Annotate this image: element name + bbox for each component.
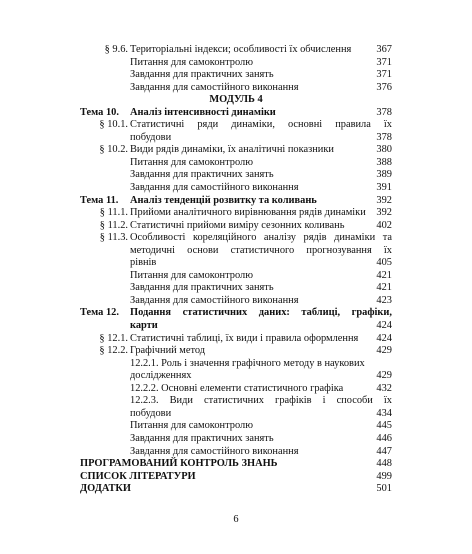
entry-title: Завдання для самостійного виконання [130,445,299,457]
entry-title: Графічний метод [130,345,206,357]
toc-entry [80,257,392,270]
page-ref: 421 [376,269,392,281]
entry-title: Завдання для практичних занять [130,169,274,181]
page-ref: 501 [376,483,392,495]
entry-title: методичні основи статистичного прогнозування їх [130,244,392,256]
toc-entry [80,471,392,484]
entry-title: Статистичні ряди динаміки, основні правила їх [130,119,392,131]
toc-entry [80,345,392,358]
toc-entry [80,458,392,471]
toc-entry [80,446,392,459]
section-number: § 11.3. [99,232,128,244]
entry-title: Територіальні індекси; особливості їх обчислення [130,44,352,55]
page-ref: 392 [376,207,392,219]
entry-title: 12.2.1. Роль і значення графічного методу в наукових [130,357,365,369]
toc-entry [80,320,392,333]
toc-entry [80,245,392,258]
entry-title: Завдання для практичних занять [130,432,274,444]
entry-title: побудови [130,131,172,143]
part-heading: ДОДАТКИ [80,483,131,495]
page-ref: 429 [376,370,392,382]
page-ref: 499 [376,470,392,482]
toc-entry [80,483,392,496]
page-ref: 446 [376,432,392,444]
entry-title: Завдання для практичних занять [130,69,274,81]
entry-title: Особливості кореляційного аналізу рядів динаміки та [130,232,392,244]
toc-entry [80,94,392,107]
toc-entry [80,207,392,220]
section-number: § 10.1. [99,119,128,131]
entry-title: Аналіз тенденцій розвитку та коливань [130,194,317,206]
module-heading: МОДУЛЬ 4 [209,94,263,106]
toc-entry [80,383,392,396]
toc-entry [80,220,392,233]
entry-title: Завдання для практичних занять [130,282,274,294]
toc-entry [80,282,392,295]
page-ref: 392 [376,194,392,206]
toc-entry [80,157,392,170]
page-ref: 391 [376,182,392,194]
toc-entry [80,270,392,283]
page-ref: 447 [376,445,392,457]
entry-title: 12.2.3. Види статистичних графіків і способи їх [130,395,392,407]
toc-entry [80,195,392,208]
toc-entry [80,144,392,157]
entry-title: Завдання для самостійного виконання [130,294,299,306]
entry-title: Питання для самоконтролю [130,269,253,281]
entry-title: Прийоми аналітичного вирівнювання рядів динаміки [130,207,366,219]
entry-title: карти [130,320,158,332]
page-ref: 421 [376,282,392,294]
topic-number: Тема 11. [80,194,119,206]
toc-entry [80,358,392,371]
entry-title: Статистичні таблиці, їх види і правила оформлення [130,332,359,344]
entry-title: Аналіз інтенсивності динаміки [130,106,276,118]
toc-entry [80,169,392,182]
page-ref: 388 [376,156,392,168]
page-ref: 402 [376,219,392,231]
page-ref: 378 [376,131,392,143]
toc-entry [80,420,392,433]
toc-entry [80,182,392,195]
entry-title: Питання для самоконтролю [130,156,253,168]
toc-entry [80,57,392,70]
section-number: § 11.2. [99,219,128,231]
section-number: § 12.2. [99,345,128,357]
toc-entry [80,433,392,446]
toc-entry [80,370,392,383]
section-number: § 9.6. [104,44,128,55]
entry-title: Завдання для самостійного виконання [130,81,299,93]
toc-entry [80,107,392,120]
section-number: § 12.1. [99,332,128,344]
page-ref: 405 [376,257,392,269]
toc-entry [80,44,392,57]
entry-title: Завдання для самостійного виконання [130,182,299,194]
entry-title: 12.2.2. Основні елементи статистичного графіка [130,382,344,394]
toc-entry [80,132,392,145]
entry-title: Питання для самоконтролю [130,420,253,432]
page-ref: 423 [376,294,392,306]
entry-title: рівнів [130,257,157,269]
page-ref: 378 [376,106,392,118]
toc-entry [80,307,392,320]
toc-entry [80,232,392,245]
page-ref: 389 [376,169,392,181]
section-number: § 10.2. [99,144,128,156]
part-heading: СПИСОК ЛІТЕРАТУРИ [80,470,196,482]
toc-entry [80,395,392,408]
topic-number: Тема 10. [80,106,119,118]
page-ref: 434 [376,407,392,419]
entry-title: Подання статистичних даних: таблиці, графіки, [130,307,392,319]
entry-title: Питання для самоконтролю [130,56,253,68]
page-number: 6 [233,514,239,525]
page-ref: 424 [376,332,392,344]
entry-title: побудови [130,407,172,419]
page-ref: 445 [376,420,392,432]
toc-entry [80,295,392,308]
page-ref: 371 [376,56,392,68]
entry-title: Види рядів динаміки, їх аналітичні показники [130,144,334,156]
page-ref: 448 [376,458,392,470]
page-ref: 376 [376,81,392,93]
section-number: § 11.1. [99,207,128,219]
entry-title: Статистичні прийоми виміру сезонних коливань [130,219,345,231]
page-ref: 429 [376,345,392,357]
toc-entry [80,119,392,132]
table-of-contents [80,44,392,496]
toc-entry [80,82,392,95]
page-ref: 424 [376,320,392,332]
entry-title: дослідженнях [130,370,192,382]
toc-entry [80,408,392,421]
toc-entry [80,69,392,82]
toc-entry [80,333,392,346]
part-heading: ПРОГРАМОВАНИЙ КОНТРОЛЬ ЗНАНЬ [80,458,278,470]
page-ref: 380 [376,144,392,156]
topic-number: Тема 12. [80,307,119,319]
page-ref: 432 [376,382,392,394]
page-ref: 367 [376,44,392,55]
page-ref: 371 [376,69,392,81]
